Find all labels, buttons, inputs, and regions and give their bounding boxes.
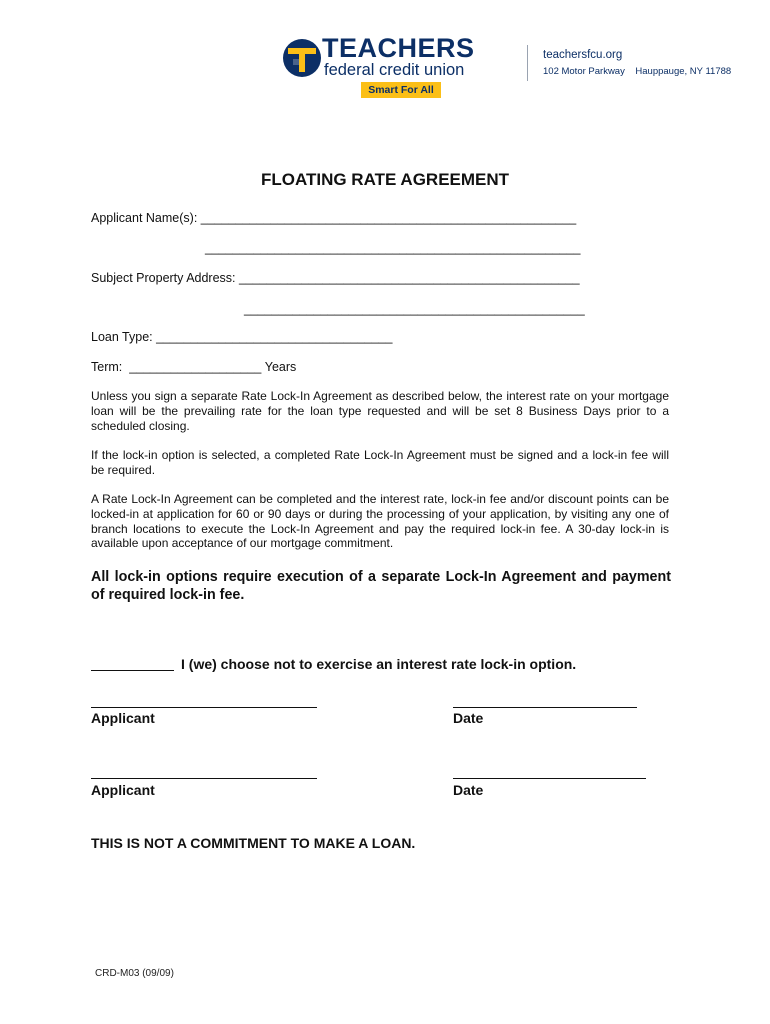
teachers-logo-icon [282,38,322,78]
brand-subtitle: federal credit union [324,61,465,79]
property-address-field: Subject Property Address: _________________________________________________ [91,271,580,285]
applicant-signature-line-2 [91,778,317,779]
applicant-names-field-line-2: ______________________________________________________ [205,241,581,255]
applicant-label-2: Applicant [91,782,155,798]
paragraph-lock-in-fee: If the lock-in option is selected, a completed Rate Lock-In Agreement must be signed and a lock-in fee will be required. [91,448,669,477]
header-divider [527,45,528,81]
date-label-1: Date [453,710,484,726]
date-line-1 [453,707,637,708]
address-text: 102 Motor Parkway Hauppauge, NY 11788 [543,66,732,77]
website-url: teachersfcu.org [543,49,623,61]
property-address-field-line-2: _________________________________________________ [244,302,585,316]
brand-tagline: Smart For All [361,82,441,98]
applicant-signature-line-1 [91,707,317,708]
paragraph-prevailing-rate: Unless you sign a separate Rate Lock-In Agreement as described below, the interest rate on your mortgage loan will be the prevailing rate for the loan type requested and will be set 8 Business Days prior to a scheduled closing. [91,389,669,433]
paragraph-lock-in-agreement: A Rate Lock-In Agreement can be completed and the interest rate, lock-in fee and/or discount points can be locked-in at application for 60 or 90 days or during the processing of your application, by visiting any one of branch locations to execute the Lock-In Agreement and pay the required lock-in fee. A 30-day lock-in is available upon acceptance of our mortgage commitment. [91,492,669,551]
address [543,66,731,78]
term-label: Term: [91,360,123,374]
loan-type-field: Loan Type: __________________________________ [91,330,393,344]
applicant-label-1: Applicant [91,710,155,726]
page-title: FLOATING RATE AGREEMENT [260,170,510,189]
not-a-commitment-notice: THIS IS NOT A COMMITMENT TO MAKE A LOAN. [91,835,416,851]
brand-name: TEACHERS [322,33,475,63]
no-lock-in-choice-text: I (we) choose not to exercise an interest rate lock-in option. [181,656,577,672]
date-label-2: Date [453,782,484,798]
applicant-names-field: Applicant Name(s): ______________________________________________________ [91,211,577,225]
term-unit: Years [264,360,297,374]
paragraph-lock-in-options: All lock-in options require execution of a separate Lock-In Agreement and payment of required lock-in fee. [91,569,671,603]
form-code: CRD-M03 (09/09) [95,968,174,979]
term-field [91,359,296,375]
term-blank: ___________________ [129,360,262,374]
date-line-2 [453,778,646,779]
choice-initial-line [91,670,174,671]
